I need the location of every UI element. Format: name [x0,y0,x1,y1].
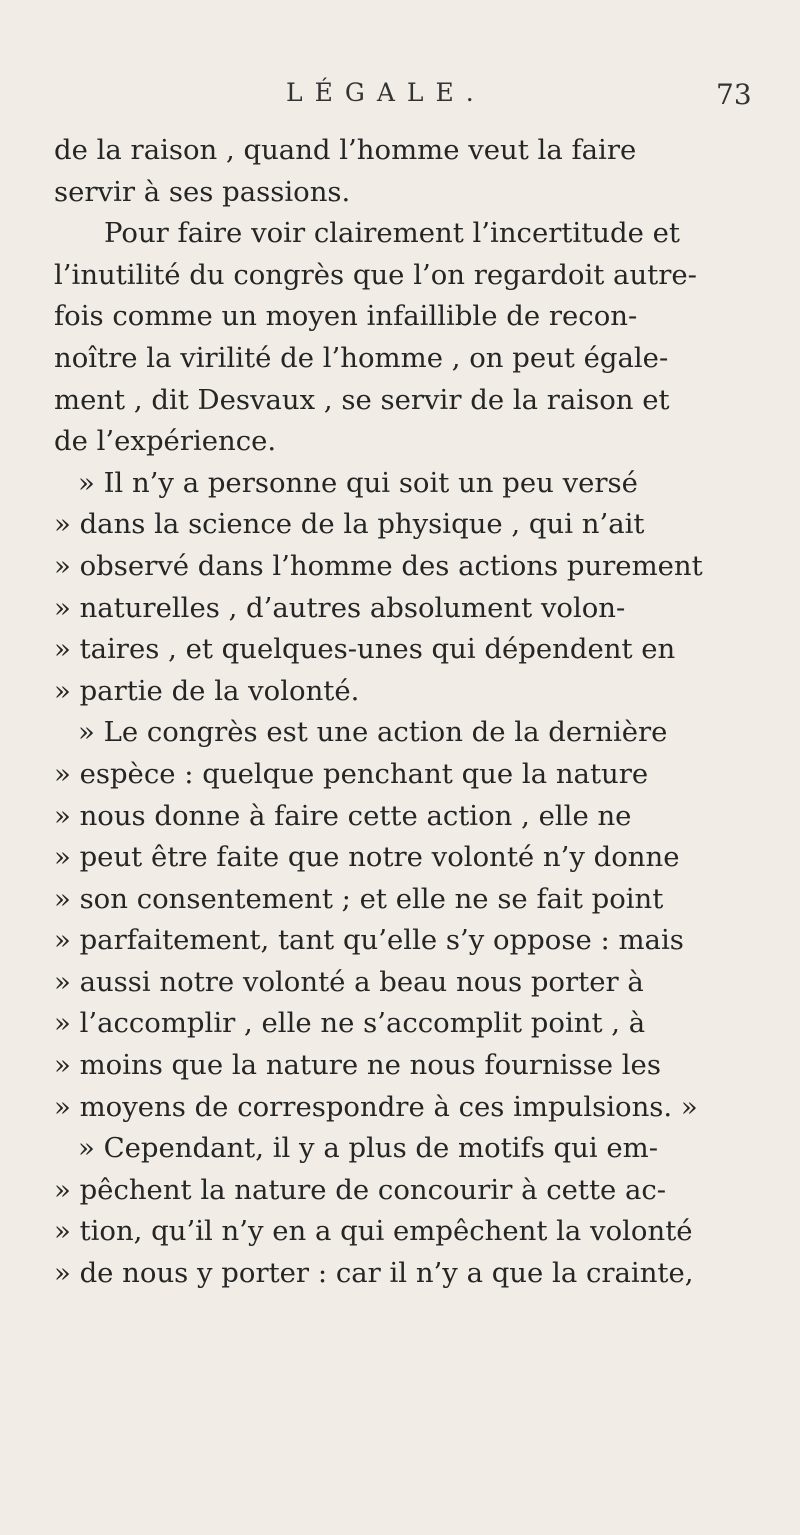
text-line: » partie de la volonté. [54,674,360,707]
text-line: » Cependant, il y a plus de motifs qui em- [78,1132,659,1165]
page-number: 73 [716,78,752,111]
text-line: » nous donne à faire cette action , elle ne [54,799,632,832]
text-line: » Le congrès est une action de la dernière [78,716,668,749]
text-line: Pour faire voir clairement l’incertitude et [104,217,680,250]
text-line: ment , dit Desvaux , se servir de la raison et [54,383,670,416]
text-line: » dans la science de la physique , qui n’ait [54,508,645,541]
text-line: servir à ses passions. [54,175,351,208]
text-line: de l’expérience. [54,425,277,458]
text-line: » moyens de correspondre à ces impulsions. » [54,1090,698,1123]
text-line: » taires , et quelques-unes qui dépendent en [54,633,676,666]
text-line: » l’accomplir , elle ne s’accomplit point , à [54,1007,646,1040]
text-line: » naturelles , d’autres absolument volon- [54,591,626,624]
text-line: » tion, qu’il n’y en a qui empêchent la volonté [54,1215,693,1248]
text-line: » pêchent la nature de concourir à cette ac- [54,1173,667,1206]
text-line: » son consentement ; et elle ne se fait point [54,882,664,915]
text-line: fois comme un moyen infaillible de recon- [54,300,638,333]
text-line: » observé dans l’homme des actions purement [54,549,703,582]
text-line: » espèce : quelque penchant que la nature [54,757,649,790]
text-line: l’inutilité du congrès que l’on regardoit autre- [54,258,697,291]
page-header [0,78,800,118]
text-line: » de nous y porter : car il n’y a que la crainte, [54,1257,694,1290]
text-line: de la raison , quand l’homme veut la faire [54,134,637,166]
text-line: noître la virilité de l’homme , on peut égale- [54,341,669,374]
body-text [54,130,754,1295]
text-line: » Il n’y a personne qui soit un peu versé [78,466,638,499]
running-head: LÉGALE. [286,78,486,107]
text-line: » parfaitement, tant qu’elle s’y oppose : mais [54,924,684,957]
text-line: » aussi notre volonté a beau nous porter à [54,965,644,998]
text-line: » peut être faite que notre volonté n’y donne [54,841,680,874]
text-line: » moins que la nature ne nous fournisse les [54,1049,661,1082]
